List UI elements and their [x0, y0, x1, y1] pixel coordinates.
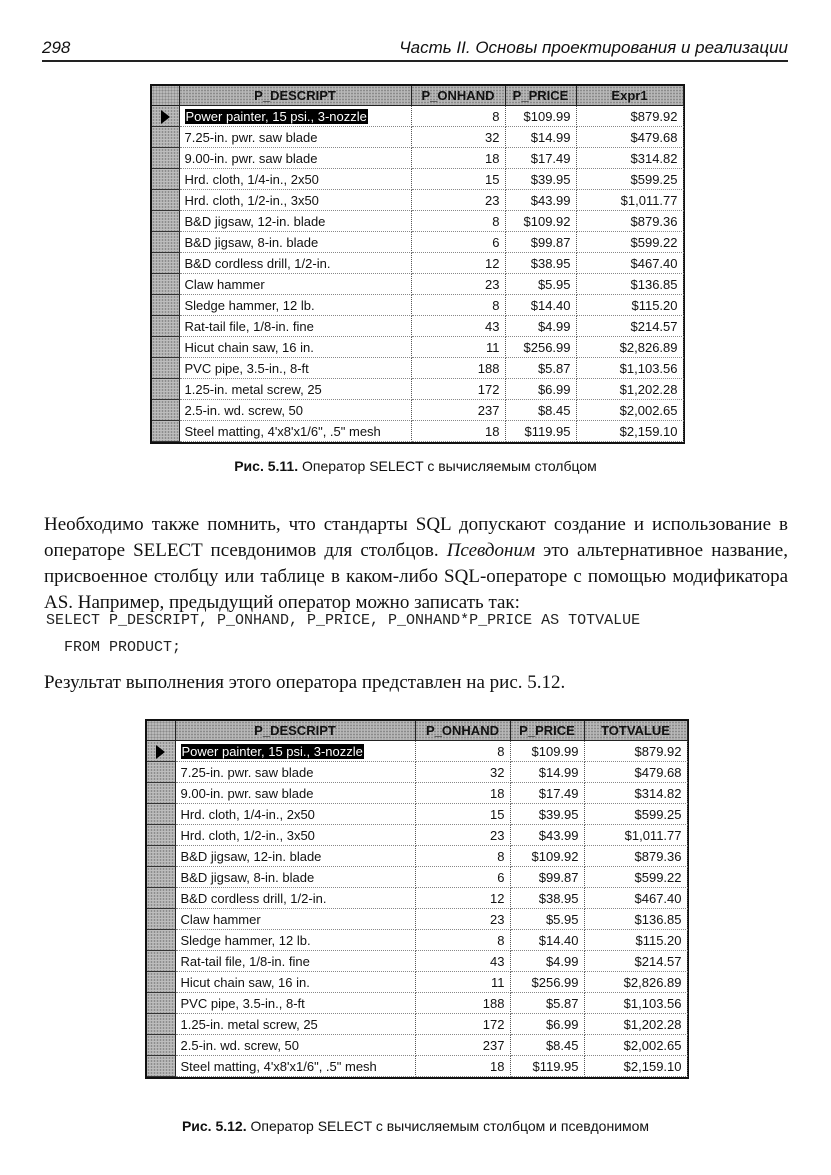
row-selector[interactable]	[152, 316, 179, 337]
cell-onhand[interactable]: 8	[415, 930, 510, 951]
row-selector[interactable]	[152, 232, 179, 253]
table-row[interactable]	[152, 274, 683, 295]
cell-price[interactable]: $39.95	[510, 804, 584, 825]
cell-description[interactable]: Claw hammer	[179, 274, 411, 295]
row-selector[interactable]	[147, 783, 175, 804]
table-row[interactable]	[152, 295, 683, 316]
cell-total[interactable]: $136.85	[584, 909, 687, 930]
cell-total[interactable]: $1,103.56	[584, 993, 687, 1014]
cell-price[interactable]: $109.99	[510, 741, 584, 762]
current-record-pointer-icon	[161, 110, 170, 124]
cell-description[interactable]: 7.25-in. pwr. saw blade	[175, 762, 415, 783]
row-selector[interactable]	[147, 741, 175, 762]
row-selector[interactable]	[147, 1035, 175, 1056]
figure-caption-5-12	[0, 1118, 831, 1134]
cell-price[interactable]: $6.99	[510, 1014, 584, 1035]
cell-onhand[interactable]: 6	[415, 867, 510, 888]
column-header-p-onhand[interactable]: P_ONHAND	[411, 86, 505, 106]
cell-price[interactable]: $109.99	[505, 106, 576, 127]
cell-total[interactable]: $314.82	[584, 783, 687, 804]
row-selector[interactable]	[147, 867, 175, 888]
cell-onhand[interactable]: 18	[411, 421, 505, 442]
select-all-corner[interactable]	[152, 86, 179, 106]
cell-description[interactable]: 1.25-in. metal screw, 25	[175, 1014, 415, 1035]
table-row[interactable]	[147, 783, 687, 804]
table-row[interactable]	[147, 951, 687, 972]
cell-description[interactable]: Hicut chain saw, 16 in.	[175, 972, 415, 993]
table-row[interactable]	[147, 888, 687, 909]
header-row	[152, 86, 683, 106]
cell-description[interactable]: Hrd. cloth, 1/4-in., 2x50	[179, 169, 411, 190]
cell-onhand[interactable]: 43	[415, 951, 510, 972]
cell-onhand[interactable]: 11	[415, 972, 510, 993]
cell-onhand[interactable]: 18	[415, 783, 510, 804]
cell-total[interactable]: $314.82	[576, 148, 683, 169]
cell-onhand[interactable]: 8	[411, 106, 505, 127]
cell-description[interactable]: PVC pipe, 3.5-in., 8-ft	[175, 993, 415, 1014]
cell-total[interactable]: $479.68	[584, 762, 687, 783]
cell-total[interactable]: $214.57	[584, 951, 687, 972]
table-row[interactable]	[147, 909, 687, 930]
cell-price[interactable]: $4.99	[505, 316, 576, 337]
cell-description[interactable]: 2.5-in. wd. screw, 50	[175, 1035, 415, 1056]
cell-price[interactable]: $14.40	[510, 930, 584, 951]
column-header-expr1[interactable]: Expr1	[576, 86, 683, 106]
cell-description[interactable]	[175, 741, 415, 762]
cell-onhand[interactable]: 23	[411, 190, 505, 211]
paragraph-text: это альтернативное название, присвоенное столбцу или таблице в каком-либо SQL-операторе с помощью модификатора AS. Например, предыдущий оператор можно записать так:	[44, 540, 788, 613]
table-row[interactable]	[147, 993, 687, 1014]
section-title: Часть II. Основы проектирования и реализации	[399, 38, 788, 57]
table-row[interactable]	[152, 379, 683, 400]
cell-onhand[interactable]: 8	[415, 741, 510, 762]
cell-onhand[interactable]: 12	[411, 253, 505, 274]
cell-total[interactable]: $599.25	[584, 804, 687, 825]
table-row[interactable]	[147, 804, 687, 825]
cell-description[interactable]: Rat-tail file, 1/8-in. fine	[179, 316, 411, 337]
cell-total[interactable]: $599.22	[576, 232, 683, 253]
cell-onhand[interactable]: 188	[415, 993, 510, 1014]
table-row[interactable]	[147, 846, 687, 867]
cell-onhand[interactable]: 23	[415, 825, 510, 846]
table-row[interactable]	[147, 867, 687, 888]
row-selector[interactable]	[147, 825, 175, 846]
row-selector[interactable]	[152, 337, 179, 358]
cell-description[interactable]: 9.00-in. pwr. saw blade	[179, 148, 411, 169]
cell-onhand[interactable]: 32	[415, 762, 510, 783]
cell-price[interactable]: $8.45	[505, 400, 576, 421]
cell-price[interactable]: $8.45	[510, 1035, 584, 1056]
cell-onhand[interactable]: 32	[411, 127, 505, 148]
cell-total[interactable]: $879.36	[576, 211, 683, 232]
cell-price[interactable]: $14.99	[505, 127, 576, 148]
table-row[interactable]	[152, 148, 683, 169]
cell-total[interactable]: $2,002.65	[584, 1035, 687, 1056]
column-header-p-descript[interactable]: P_DESCRIPT	[175, 721, 415, 741]
cell-total[interactable]: $2,826.89	[576, 337, 683, 358]
column-header-p-descript[interactable]: P_DESCRIPT	[179, 86, 411, 106]
row-selector[interactable]	[147, 951, 175, 972]
term-alias: Псевдоним	[446, 540, 536, 561]
row-selector[interactable]	[147, 972, 175, 993]
table-row[interactable]	[152, 316, 683, 337]
column-header-p-price[interactable]: P_PRICE	[510, 721, 584, 741]
cell-description[interactable]: Hrd. cloth, 1/2-in., 3x50	[179, 190, 411, 211]
cell-description[interactable]: Claw hammer	[175, 909, 415, 930]
row-selector[interactable]	[147, 930, 175, 951]
cell-total[interactable]: $879.92	[576, 106, 683, 127]
cell-onhand[interactable]: 18	[415, 1056, 510, 1077]
cell-onhand[interactable]: 188	[411, 358, 505, 379]
query-result-grid-totvalue	[145, 719, 689, 1079]
cell-price[interactable]: $39.95	[505, 169, 576, 190]
column-header-totvalue[interactable]: TOTVALUE	[584, 721, 687, 741]
selected-cell-text: Power painter, 15 psi., 3-nozzle	[185, 108, 367, 124]
cell-onhand[interactable]: 8	[411, 211, 505, 232]
row-selector[interactable]	[152, 106, 179, 127]
cell-description[interactable]: B&D jigsaw, 8-in. blade	[175, 867, 415, 888]
cell-price[interactable]: $5.87	[505, 358, 576, 379]
cell-description[interactable]: Steel matting, 4'x8'x1/6", .5" mesh	[175, 1056, 415, 1077]
cell-price[interactable]: $17.49	[505, 148, 576, 169]
cell-total[interactable]: $479.68	[576, 127, 683, 148]
cell-description[interactable]: 9.00-in. pwr. saw blade	[175, 783, 415, 804]
table-row[interactable]	[147, 1035, 687, 1056]
cell-onhand[interactable]: 43	[411, 316, 505, 337]
cell-onhand[interactable]: 172	[411, 379, 505, 400]
row-selector[interactable]	[147, 888, 175, 909]
selected-cell-text: Power painter, 15 psi., 3-nozzle	[181, 743, 363, 759]
page-number: 298	[42, 38, 71, 57]
cell-total[interactable]: $599.25	[576, 169, 683, 190]
row-selector[interactable]	[147, 846, 175, 867]
cell-total[interactable]: $1,011.77	[584, 825, 687, 846]
cell-onhand[interactable]: 12	[415, 888, 510, 909]
sql-code-line-1: SELECT P_DESCRIPT, P_ONHAND, P_PRICE, P_ONHAND*P_PRICE AS TOTVALUE	[46, 612, 641, 629]
table-row[interactable]	[152, 169, 683, 190]
row-selector[interactable]	[152, 400, 179, 421]
table-row[interactable]	[152, 106, 683, 127]
header-row	[147, 721, 687, 741]
cell-price[interactable]: $5.95	[505, 274, 576, 295]
cell-onhand[interactable]: 23	[415, 909, 510, 930]
table-row[interactable]	[152, 190, 683, 211]
cell-description[interactable]: B&D jigsaw, 8-in. blade	[179, 232, 411, 253]
cell-description[interactable]: Hrd. cloth, 1/4-in., 2x50	[175, 804, 415, 825]
cell-total[interactable]: $879.36	[584, 846, 687, 867]
cell-onhand[interactable]: 6	[411, 232, 505, 253]
table-row[interactable]	[152, 211, 683, 232]
cell-onhand[interactable]: 15	[415, 804, 510, 825]
cell-description[interactable]: B&D cordless drill, 1/2-in.	[179, 253, 411, 274]
cell-onhand[interactable]: 11	[411, 337, 505, 358]
row-selector[interactable]	[147, 1056, 175, 1077]
figure-caption-5-11	[0, 458, 831, 474]
table-row[interactable]	[147, 762, 687, 783]
table-row[interactable]	[152, 232, 683, 253]
cell-total[interactable]: $115.20	[576, 295, 683, 316]
table-row[interactable]	[152, 400, 683, 421]
row-selector[interactable]	[152, 421, 179, 442]
cell-price[interactable]: $4.99	[510, 951, 584, 972]
table-row[interactable]	[152, 127, 683, 148]
cell-price[interactable]: $38.95	[505, 253, 576, 274]
cell-onhand[interactable]: 237	[415, 1035, 510, 1056]
cell-price[interactable]: $6.99	[505, 379, 576, 400]
cell-price[interactable]: $119.95	[505, 421, 576, 442]
cell-description[interactable]: B&D jigsaw, 12-in. blade	[175, 846, 415, 867]
paragraph-alias-intro	[44, 512, 788, 616]
cell-price[interactable]: $256.99	[510, 972, 584, 993]
cell-onhand[interactable]: 237	[411, 400, 505, 421]
cell-total[interactable]: $1,103.56	[576, 358, 683, 379]
caption-text: Оператор SELECT с вычисляемым столбцом	[301, 458, 597, 474]
row-selector[interactable]	[147, 804, 175, 825]
table-row[interactable]	[152, 421, 683, 442]
cell-description[interactable]: B&D cordless drill, 1/2-in.	[175, 888, 415, 909]
cell-total[interactable]: $467.40	[576, 253, 683, 274]
cell-total[interactable]: $2,159.10	[584, 1056, 687, 1077]
cell-price[interactable]: $14.40	[505, 295, 576, 316]
cell-price[interactable]: $5.95	[510, 909, 584, 930]
table-row[interactable]	[152, 358, 683, 379]
caption-label: Рис. 5.11.	[234, 458, 299, 474]
cell-onhand[interactable]: 8	[415, 846, 510, 867]
row-selector[interactable]	[152, 295, 179, 316]
row-selector[interactable]	[152, 127, 179, 148]
cell-total[interactable]: $1,202.28	[584, 1014, 687, 1035]
cell-description[interactable]: 1.25-in. metal screw, 25	[179, 379, 411, 400]
cell-price[interactable]: $43.99	[510, 825, 584, 846]
cell-description[interactable]: PVC pipe, 3.5-in., 8-ft	[179, 358, 411, 379]
cell-total[interactable]: $136.85	[576, 274, 683, 295]
cell-price[interactable]: $109.92	[505, 211, 576, 232]
row-selector[interactable]	[152, 379, 179, 400]
current-record-pointer-icon	[156, 745, 165, 759]
row-selector[interactable]	[152, 274, 179, 295]
cell-price[interactable]: $17.49	[510, 783, 584, 804]
table-row[interactable]	[147, 930, 687, 951]
cell-description[interactable]	[179, 106, 411, 127]
table-row[interactable]	[152, 253, 683, 274]
paragraph-result-ref: Результат выполнения этого оператора представлен на рис. 5.12.	[44, 672, 566, 693]
row-selector[interactable]	[152, 169, 179, 190]
row-selector[interactable]	[152, 190, 179, 211]
cell-onhand[interactable]: 23	[411, 274, 505, 295]
sql-code-line-2: FROM PRODUCT;	[46, 639, 182, 656]
cell-description[interactable]: Hicut chain saw, 16 in.	[179, 337, 411, 358]
cell-total[interactable]: $599.22	[584, 867, 687, 888]
row-selector[interactable]	[152, 148, 179, 169]
column-header-p-onhand[interactable]: P_ONHAND	[415, 721, 510, 741]
cell-price[interactable]: $99.87	[505, 232, 576, 253]
cell-description[interactable]: Sledge hammer, 12 lb.	[175, 930, 415, 951]
cell-price[interactable]: $99.87	[510, 867, 584, 888]
cell-total[interactable]: $214.57	[576, 316, 683, 337]
row-selector[interactable]	[152, 253, 179, 274]
cell-description[interactable]: B&D jigsaw, 12-in. blade	[179, 211, 411, 232]
cell-total[interactable]: $2,826.89	[584, 972, 687, 993]
row-selector[interactable]	[152, 358, 179, 379]
cell-total[interactable]: $879.92	[584, 741, 687, 762]
cell-onhand[interactable]: 8	[411, 295, 505, 316]
cell-description[interactable]: 7.25-in. pwr. saw blade	[179, 127, 411, 148]
table-row[interactable]	[147, 1014, 687, 1035]
cell-total[interactable]: $467.40	[584, 888, 687, 909]
paragraph-text: Необходимо также помнить, что стандарты SQL допускают создание и использование в операторе SELECT псевдонимов для столбцов.	[44, 514, 788, 561]
cell-description[interactable]: Steel matting, 4'x8'x1/6", .5" mesh	[179, 421, 411, 442]
cell-price[interactable]: $14.99	[510, 762, 584, 783]
cell-total[interactable]: $1,202.28	[576, 379, 683, 400]
row-selector[interactable]	[147, 762, 175, 783]
query-result-grid-expr1	[150, 84, 685, 444]
cell-onhand[interactable]: 172	[415, 1014, 510, 1035]
cell-total[interactable]: $2,159.10	[576, 421, 683, 442]
running-head	[42, 38, 788, 62]
cell-total[interactable]: $2,002.65	[576, 400, 683, 421]
cell-description[interactable]: Sledge hammer, 12 lb.	[179, 295, 411, 316]
table-row[interactable]	[147, 1056, 687, 1077]
cell-total[interactable]: $1,011.77	[576, 190, 683, 211]
cell-price[interactable]: $119.95	[510, 1056, 584, 1077]
cell-price[interactable]: $38.95	[510, 888, 584, 909]
table-row[interactable]	[147, 825, 687, 846]
caption-label: Рис. 5.12.	[181, 1118, 247, 1134]
column-header-p-price[interactable]: P_PRICE	[505, 86, 576, 106]
table-row[interactable]	[147, 972, 687, 993]
row-selector[interactable]	[147, 1014, 175, 1035]
cell-price[interactable]: $5.87	[510, 993, 584, 1014]
cell-price[interactable]: $109.92	[510, 846, 584, 867]
cell-total[interactable]: $115.20	[584, 930, 687, 951]
cell-price[interactable]: $256.99	[505, 337, 576, 358]
table-row[interactable]	[152, 337, 683, 358]
caption-text: Оператор SELECT с вычисляемым столбцом и псевдонимом	[250, 1118, 650, 1134]
table-row[interactable]	[147, 741, 687, 762]
cell-onhand[interactable]: 15	[411, 169, 505, 190]
row-selector[interactable]	[147, 993, 175, 1014]
row-selector[interactable]	[147, 909, 175, 930]
cell-price[interactable]: $43.99	[505, 190, 576, 211]
cell-description[interactable]: Rat-tail file, 1/8-in. fine	[175, 951, 415, 972]
cell-description[interactable]: 2.5-in. wd. screw, 50	[179, 400, 411, 421]
cell-description[interactable]: Hrd. cloth, 1/2-in., 3x50	[175, 825, 415, 846]
cell-onhand[interactable]: 18	[411, 148, 505, 169]
select-all-corner[interactable]	[147, 721, 175, 741]
row-selector[interactable]	[152, 211, 179, 232]
